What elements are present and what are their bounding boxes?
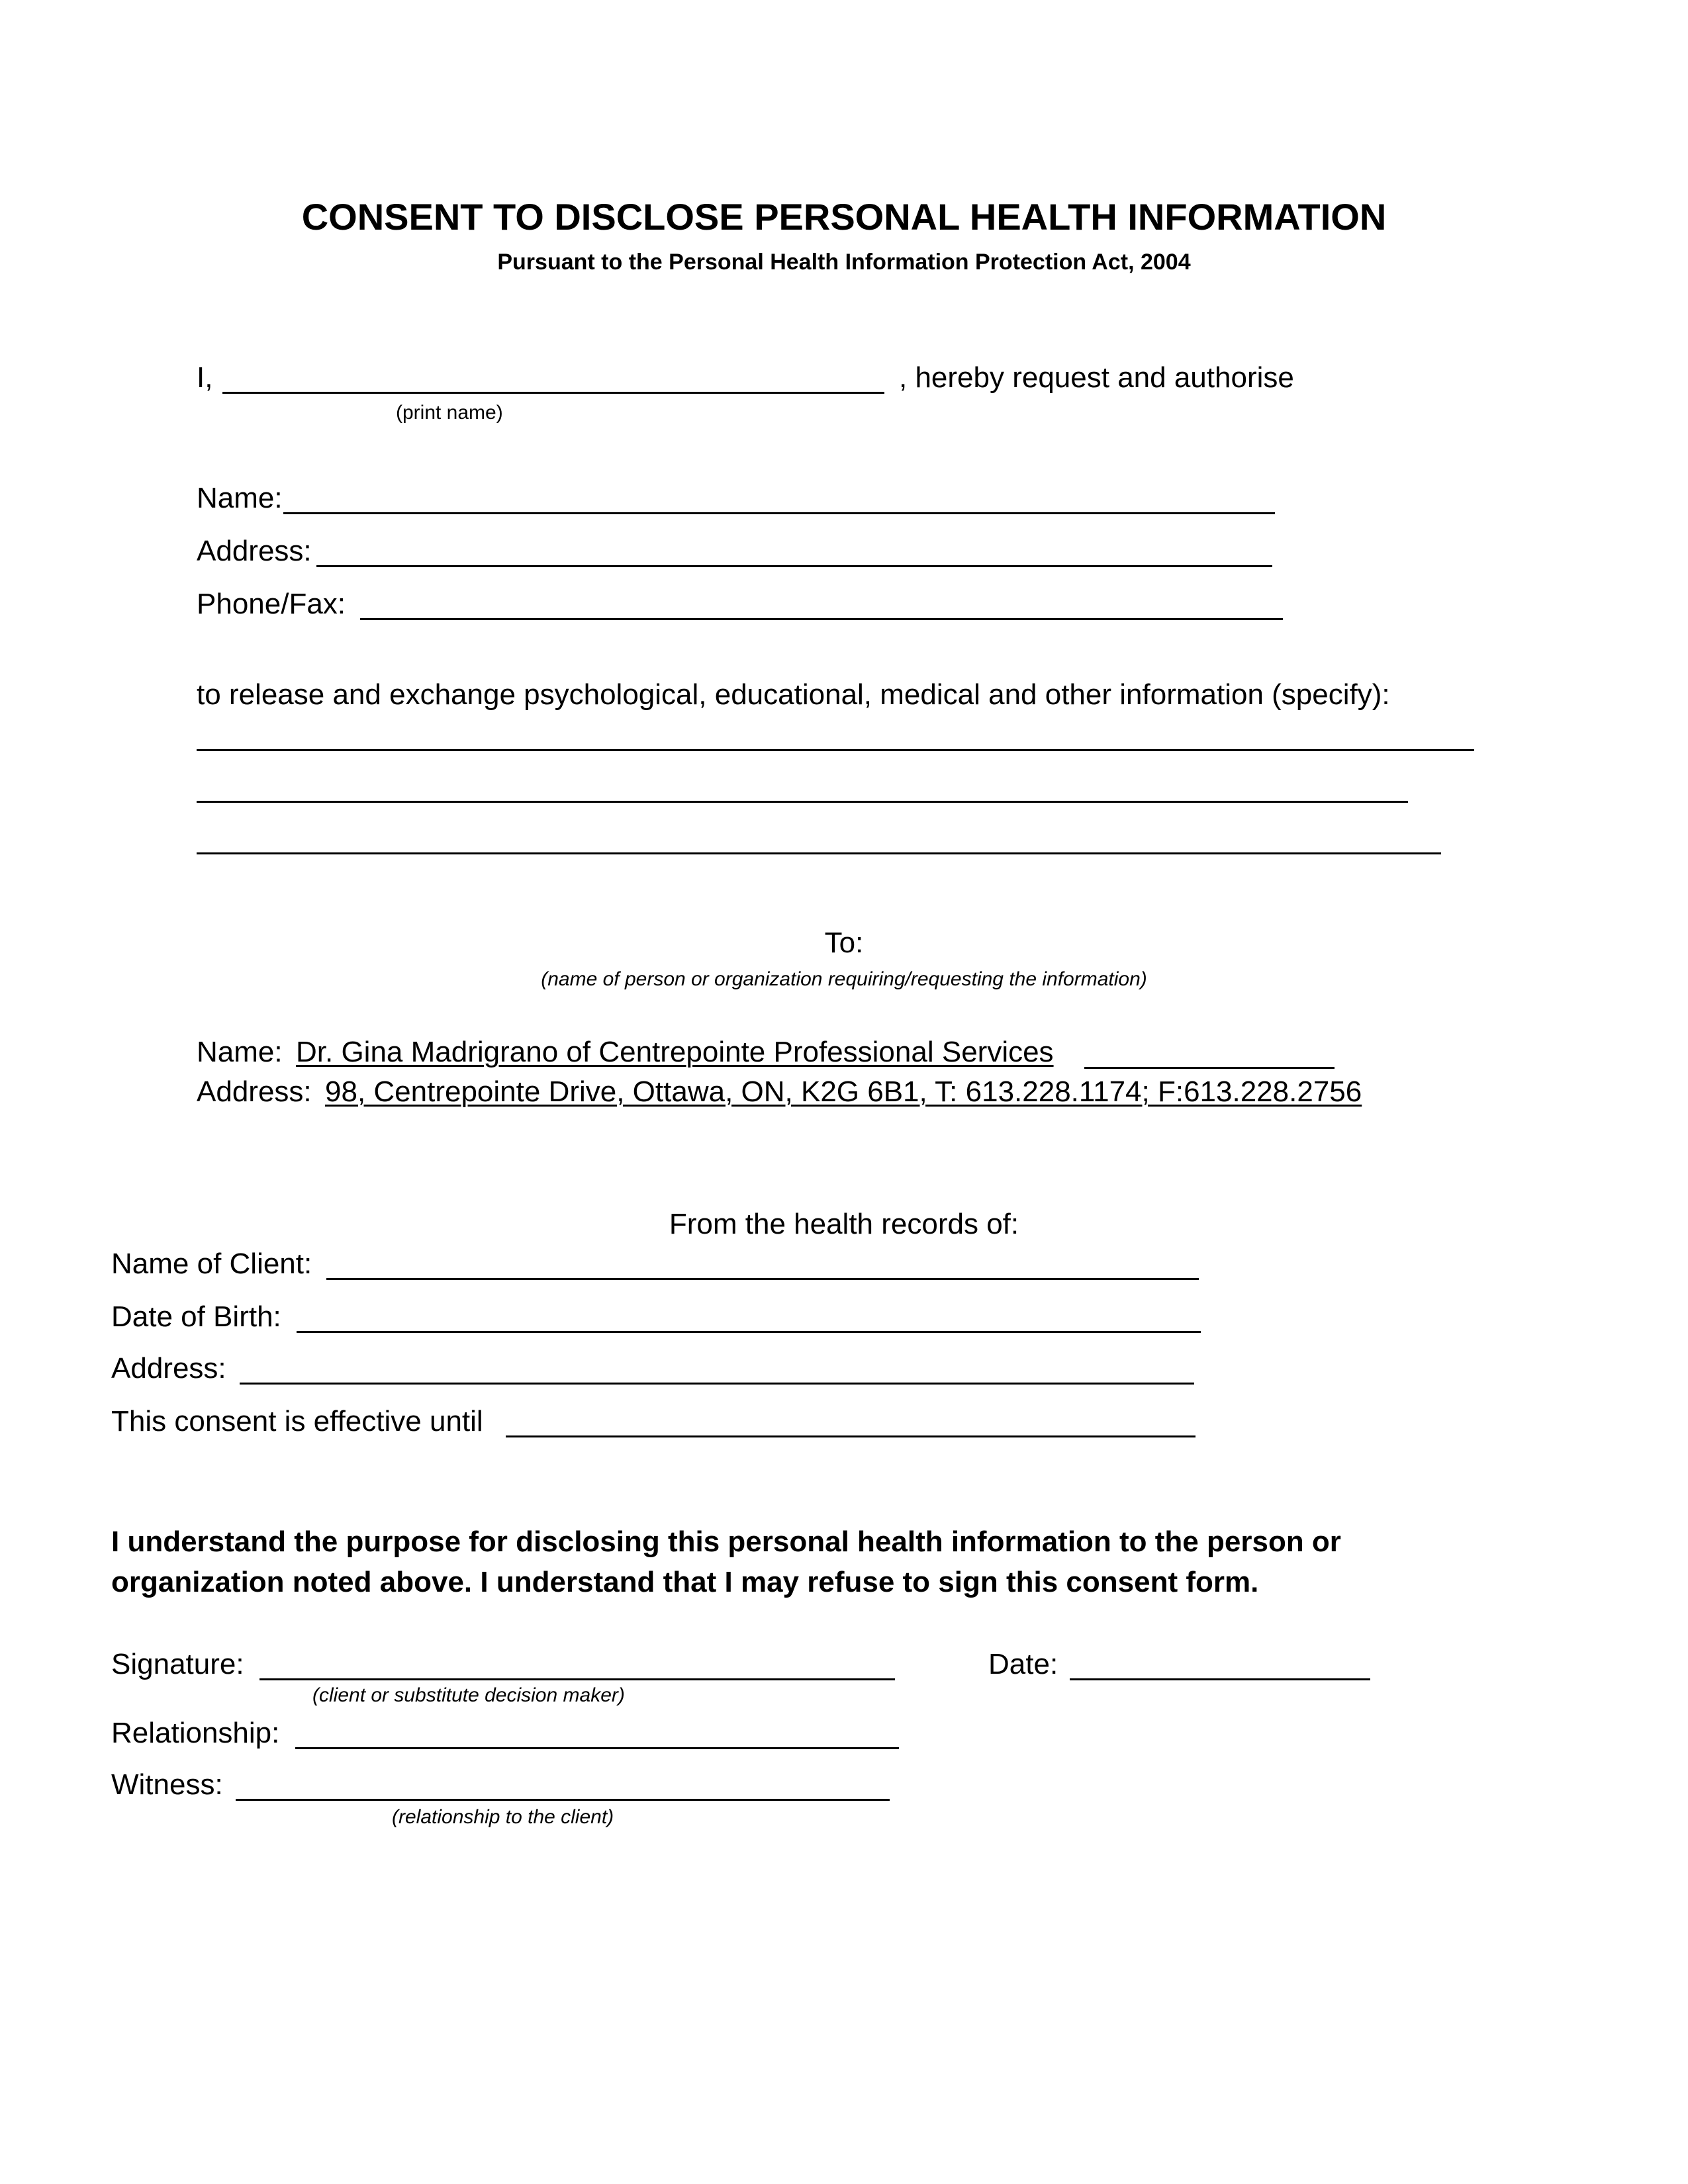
requester-name-label: Name:: [197, 482, 283, 514]
relationship-label: Relationship:: [111, 1717, 280, 1749]
recipient-name-value: Dr. Gina Madrigrano of Centrepointe Professional Services: [296, 1036, 1054, 1068]
client-name-label: Name of Client:: [111, 1248, 312, 1280]
client-heading: From the health records of:: [669, 1208, 1019, 1240]
page-subtitle: Pursuant to the Personal Health Information Protection Act, 2004: [497, 250, 1191, 275]
authorisation-suffix: , hereby request and authorise: [899, 361, 1294, 394]
authorisation-prefix: I,: [197, 361, 213, 394]
specify-field-line-1[interactable]: [197, 749, 1474, 751]
page-title: CONSENT TO DISCLOSE PERSONAL HEALTH INFORMATION: [301, 196, 1387, 238]
signature-field[interactable]: [259, 1678, 895, 1680]
release-statement: to release and exchange psychological, educational, medical and other information (specify):: [197, 678, 1390, 711]
client-dob-field[interactable]: [297, 1331, 1201, 1333]
specify-field-line-3[interactable]: [197, 852, 1441, 854]
to-label: To:: [824, 927, 864, 959]
requester-address-label: Address:: [197, 535, 312, 567]
requester-phone-fax-label: Phone/Fax:: [197, 588, 346, 620]
recipient-address-value: 98, Centrepointe Drive, Ottawa, ON, K2G 6B1, T: 613.228.1174; F:613.228.2756: [325, 1075, 1362, 1108]
client-dob-label: Date of Birth:: [111, 1300, 281, 1333]
signature-hint: (client or substitute decision maker): [312, 1684, 625, 1706]
print-name-field[interactable]: [222, 392, 884, 394]
date-label: Date:: [988, 1648, 1058, 1680]
recipient-name-field-tail: [1084, 1067, 1335, 1069]
effective-until-label: This consent is effective until: [111, 1405, 483, 1437]
acknowledgement-line-2: organization noted above. I understand that I may refuse to sign this consent form.: [111, 1566, 1259, 1598]
witness-field[interactable]: [236, 1799, 890, 1801]
witness-label: Witness:: [111, 1768, 223, 1801]
recipient-name-label: Name:: [197, 1036, 283, 1068]
signature-label: Signature:: [111, 1648, 244, 1680]
relationship-field[interactable]: [295, 1747, 899, 1749]
requester-phone-fax-field[interactable]: [360, 618, 1283, 620]
to-hint: (name of person or organization requiring/requesting the information): [541, 968, 1147, 990]
client-address-label: Address:: [111, 1352, 226, 1385]
acknowledgement-line-1: I understand the purpose for disclosing this personal health information to the person or: [111, 1525, 1341, 1558]
requester-address-field[interactable]: [316, 565, 1272, 567]
requester-name-field[interactable]: [283, 512, 1275, 514]
date-field[interactable]: [1070, 1678, 1370, 1680]
effective-until-field[interactable]: [506, 1435, 1196, 1437]
witness-hint: (relationship to the client): [392, 1806, 614, 1828]
client-address-field[interactable]: [240, 1383, 1194, 1385]
recipient-address-label: Address:: [197, 1075, 312, 1108]
client-name-field[interactable]: [326, 1278, 1199, 1280]
print-name-hint: (print name): [396, 402, 503, 424]
specify-field-line-2[interactable]: [197, 801, 1408, 803]
